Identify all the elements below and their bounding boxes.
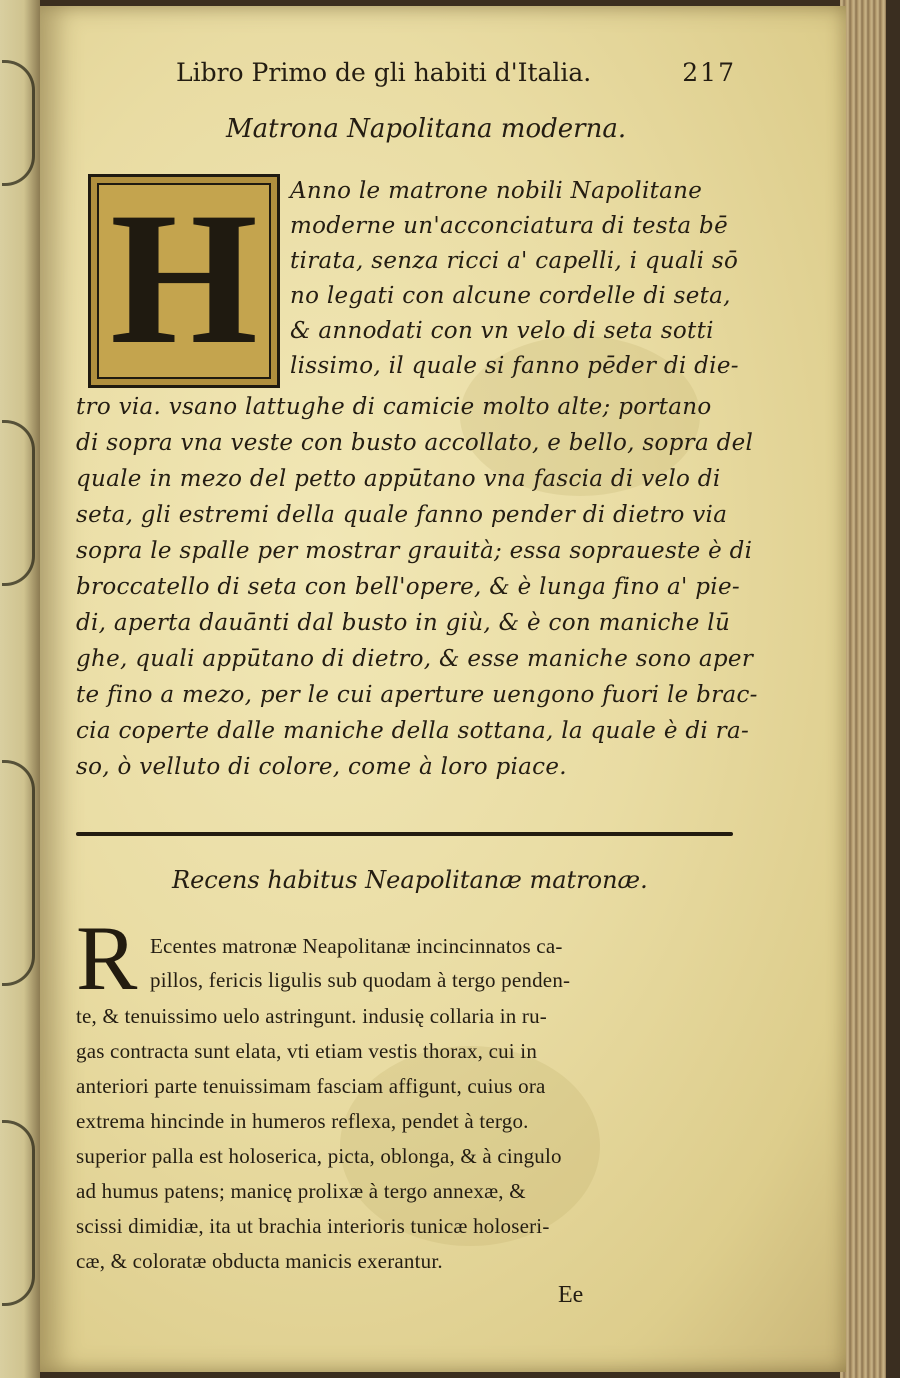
text-line: di, aperta dauānti dal busto in giù, & è con maniche lū bbox=[76, 610, 731, 636]
text-line: te fino a mezo, per le cui aperture uengono fuori le brac- bbox=[76, 682, 758, 708]
initial-letter-h: H bbox=[110, 174, 258, 384]
text-line: sopra le spalle per mostrar grauità; essa sopraueste è di bbox=[76, 538, 753, 564]
italian-section-title: Matrona Napolitana moderna. bbox=[226, 114, 627, 144]
text-line: anteriori parte tenuissimam fasciam affigunt, cuius ora bbox=[76, 1074, 546, 1098]
text-line: ghe, quali appūtano di dietro, & esse maniche sono aper bbox=[76, 646, 754, 672]
catchword: Ee bbox=[558, 1282, 584, 1308]
text-line: lissimo, il quale si fanno pēder di die- bbox=[290, 353, 739, 379]
text-line: te, & tenuissimo uelo astringunt. indusię collaria in ru- bbox=[76, 1004, 547, 1028]
book-page bbox=[40, 6, 846, 1372]
decorated-initial bbox=[88, 174, 280, 388]
section-divider bbox=[76, 832, 733, 836]
text-line: ad humus patens; manicę prolixæ à tergo annexæ, & bbox=[76, 1179, 526, 1203]
running-header bbox=[176, 58, 736, 87]
text-line: tro via. vsano lattughe di camicie molto alte; portano bbox=[76, 394, 712, 420]
text-line: scissi dimidiæ, ita ut brachia interioris tunicæ holoseri- bbox=[76, 1214, 550, 1238]
ornament-icon bbox=[2, 1120, 35, 1306]
text-line: quale in mezo del petto appūtano vna fascia di velo di bbox=[76, 466, 721, 492]
text-line: gas contracta sunt elata, vti etiam vestis thorax, cui in bbox=[76, 1039, 538, 1063]
text-line: so, ò velluto di colore, come à loro piace. bbox=[76, 754, 567, 780]
text-line: cia coperte dalle maniche della sottana, la quale è di ra- bbox=[76, 718, 750, 744]
text-line: di sopra vna veste con busto accollato, e bello, sopra del bbox=[76, 430, 754, 456]
text-line: superior palla est holoserica, picta, oblonga, & à cingulo bbox=[76, 1144, 562, 1168]
text-line: broccatello di seta con bell'opere, & è lunga fino a' pie- bbox=[76, 574, 740, 600]
latin-section-title: Recens habitus Neapolitanæ matronæ. bbox=[172, 866, 648, 894]
running-title: Libro Primo de gli habiti d'Italia. bbox=[176, 58, 592, 87]
text-line: moderne un'acconciatura di testa bē bbox=[290, 213, 728, 239]
text-line: tirata, senza ricci a' capelli, i quali sō bbox=[290, 248, 739, 274]
adjacent-page-strip bbox=[0, 0, 40, 1378]
ornament-icon bbox=[2, 760, 35, 986]
text-line: & annodati con vn velo di seta sotti bbox=[290, 318, 714, 344]
text-line: pillos, fericis ligulis sub quodam à tergo penden- bbox=[150, 968, 571, 992]
initial-letter-r: R bbox=[76, 907, 138, 1009]
page-edges bbox=[840, 0, 900, 1378]
text-line: seta, gli estremi della quale fanno pender di dietro via bbox=[76, 502, 728, 528]
text-line: Ecentes matronæ Neapolitanæ incincinnatos ca- bbox=[150, 934, 563, 958]
ornament-icon bbox=[2, 60, 35, 186]
text-line: cæ, & coloratæ obducta manicis exerantur. bbox=[76, 1249, 443, 1273]
text-line: no legati con alcune cordelle di seta, bbox=[290, 283, 731, 309]
page-number: 217 bbox=[682, 58, 736, 87]
text-line: Anno le matrone nobili Napolitane bbox=[290, 178, 703, 204]
ornament-icon bbox=[2, 420, 35, 586]
text-line: extrema hincinde in humeros reflexa, pendet à tergo. bbox=[76, 1109, 529, 1133]
